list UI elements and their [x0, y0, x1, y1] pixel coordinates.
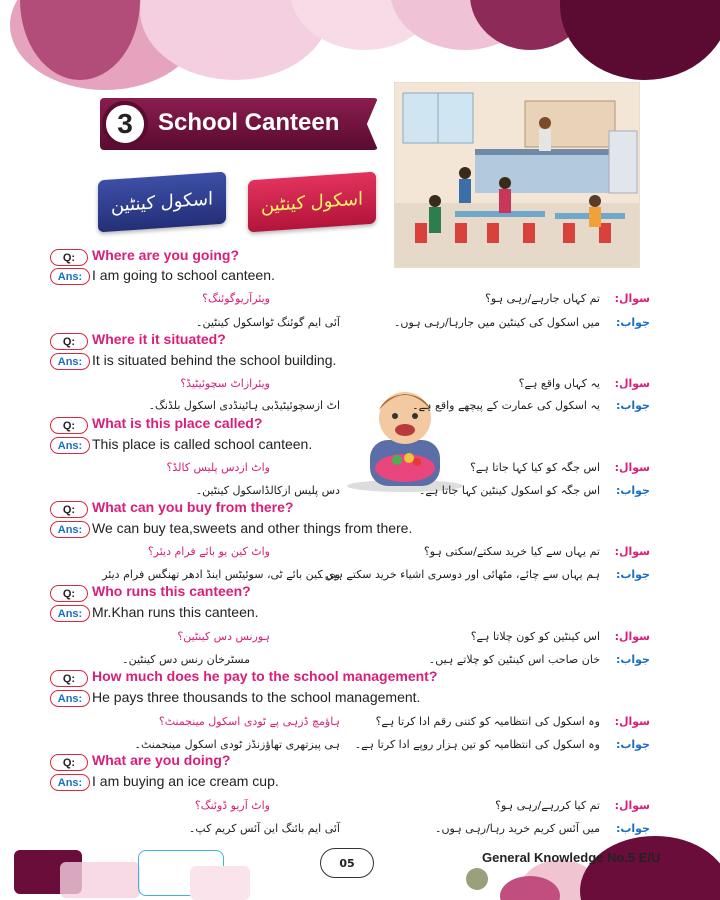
translit-question: ویئرآریوگوئنگ؟ [202, 292, 270, 305]
answer-badge: Ans: [50, 605, 90, 622]
lesson-title: School Canteen [158, 109, 340, 136]
urdu-question: اس جگہ کو کیا کہا جاتا ہے؟ [470, 461, 600, 474]
urdu-answer-label: جواب: [615, 822, 650, 835]
urdu-answer: اس جگہ کو اسکول کینٹین کہا جاتا ہے۔ [418, 484, 600, 497]
urdu-answer: یہ اسکول کی عمارت کے پیچھے واقع ہے۔ [412, 399, 600, 412]
answer-text: This place is called school canteen. [92, 436, 313, 452]
answer-badge: Ans: [50, 774, 90, 791]
urdu-question-label: سوال: [614, 799, 650, 812]
question-badge: Q: [50, 417, 88, 434]
urdu-question-label: سوال: [614, 715, 650, 728]
urdu-answer-label: جواب: [615, 738, 650, 751]
question-badge: Q: [50, 333, 88, 350]
urdu-answer: میں اسکول کی کینٹین میں جارہا/رہی ہوں۔ [393, 316, 600, 329]
translit-answer: دس پلیس ازکالڈاسکول کینٹین۔ [195, 484, 340, 497]
lesson-number: 3 [102, 101, 148, 147]
question-badge: Q: [50, 501, 88, 518]
translit-question: واٹ آریو ڈوئنگ؟ [194, 799, 270, 812]
question-badge: Q: [50, 670, 88, 687]
translit-answer: وی کین بائے ٹی، سوئیٹس اینڈ ادھر تھنگس فرام دیئر [102, 568, 340, 581]
question-text: Who runs this canteen? [92, 583, 251, 599]
question-text: What can you buy from there? [92, 499, 294, 515]
answer-badge: Ans: [50, 353, 90, 370]
question-text: How much does he pay to the school management? [92, 668, 438, 684]
question-text: Where are you going? [92, 247, 240, 263]
answer-badge: Ans: [50, 690, 90, 707]
urdu-answer-label: جواب: [615, 316, 650, 329]
urdu-answer: خان صاحب اس کینٹین کو چلاتے ہیں۔ [428, 653, 600, 666]
urdu-answer-label: جواب: [615, 484, 650, 497]
answer-badge: Ans: [50, 521, 90, 538]
urdu-question-label: سوال: [614, 630, 650, 643]
urdu-question: تم یہاں سے کیا خرید سکتے/سکتی ہو؟ [423, 545, 600, 558]
page-number: 05 [320, 848, 374, 878]
translit-answer: آئی ایم گوئنگ ٹواسکول کینٹین۔ [196, 316, 340, 329]
question-text: What are you doing? [92, 752, 231, 768]
translit-answer: مسٹرخان رنس دس کینٹین۔ [122, 653, 250, 666]
urdu-question-label: سوال: [614, 461, 650, 474]
answer-text: We can buy tea,sweets and other things from there. [92, 520, 413, 536]
urdu-question: یہ کہاں واقع ہے؟ [518, 377, 600, 390]
urdu-answer-label: جواب: [615, 568, 650, 581]
urdu-answer: وہ اسکول کی انتظامیہ کو تین ہزار روپے ادا کرتا ہے۔ [354, 738, 600, 751]
translit-question: ہاؤمچ ڈزہی پے ٹودی اسکول مینجمنٹ؟ [158, 715, 340, 728]
question-text: What is this place called? [92, 415, 263, 431]
urdu-answer: ہم یہاں سے چائے، مٹھائی اور دوسری اشیاء خرید سکتے ہیں۔ [318, 568, 600, 581]
translit-question: ہورنس دس کینٹین؟ [177, 630, 270, 643]
question-badge: Q: [50, 585, 88, 602]
urdu-title-tag-blue: اسکول کینٹین [98, 172, 226, 233]
urdu-question-label: سوال: [614, 292, 650, 305]
urdu-answer-label: جواب: [615, 399, 650, 412]
urdu-answer-label: جواب: [615, 653, 650, 666]
answer-text: It is situated behind the school building. [92, 352, 337, 368]
boy-eating-image [345, 380, 465, 492]
urdu-question: اس کینٹین کو کون چلاتا ہے؟ [470, 630, 600, 643]
translit-answer: ہی پیزتھری تھاؤزنڈز ٹودی اسکول مینجمنٹ۔ [134, 738, 340, 751]
canteen-illustration [394, 82, 640, 268]
answer-badge: Ans: [50, 437, 90, 454]
question-badge: Q: [50, 249, 88, 266]
answer-text: He pays three thousands to the school management. [92, 689, 421, 705]
answer-badge: Ans: [50, 268, 90, 285]
translit-answer: اٹ ازسچوئیٹیڈبی ہائینڈدی اسکول بلڈنگ۔ [148, 399, 340, 412]
translit-question: ویئرازاٹ سچوئیٹیڈ؟ [180, 377, 270, 390]
urdu-question-label: سوال: [614, 377, 650, 390]
translit-question: واٹ کین یو بائے فرام دیئر؟ [147, 545, 270, 558]
urdu-question-label: سوال: [614, 545, 650, 558]
answer-text: I am going to school canteen. [92, 267, 275, 283]
question-text: Where it it situated? [92, 331, 226, 347]
urdu-question: تم کہاں جارہے/رہی ہو؟ [485, 292, 600, 305]
urdu-title-tag-red: اسکول کینٹین [248, 172, 376, 233]
book-title: General Knowledge No.5 E/U [482, 850, 661, 865]
urdu-question: وہ اسکول کی انتظامیہ کو کتنی رقم ادا کرتا ہے؟ [375, 715, 600, 728]
urdu-answer: میں آئس کریم خرید رہا/رہی ہوں۔ [435, 822, 600, 835]
answer-text: I am buying an ice cream cup. [92, 773, 279, 789]
urdu-question: تم کیا کررہے/رہی ہو؟ [495, 799, 600, 812]
answer-text: Mr.Khan runs this canteen. [92, 604, 259, 620]
translit-question: واٹ ازدس پلیس کالڈ؟ [166, 461, 270, 474]
translit-answer: آئی ایم بائنگ این آئس کریم کپ۔ [188, 822, 340, 835]
question-badge: Q: [50, 754, 88, 771]
